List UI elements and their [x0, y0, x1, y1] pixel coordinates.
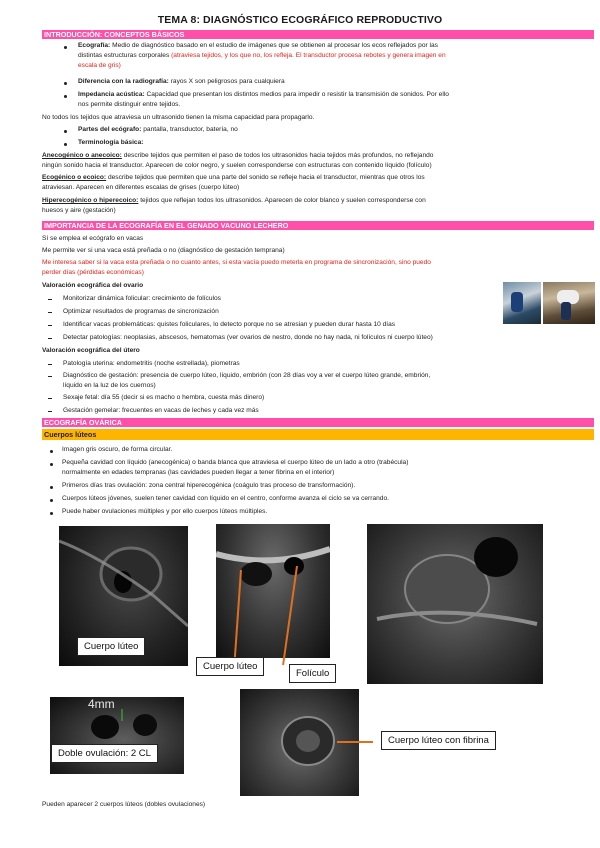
hiperecogenico-line: Hiperecogénico o hiperecoico: tejidos que reflejan todos los ultrasonidos. Aparecen de color blanco y suelen corresponderse con [42, 197, 426, 204]
s2-red-line-2: perder días (pérdidas económicas) [42, 269, 144, 276]
ecogenico-line-2: atraviesan. Aparecen en diferentes escalas de grises (cuerpo lúteo) [42, 184, 240, 191]
cl-item-2: Pequeña cavidad con líquido (anecogénica) o banda blanca que atraviesa el cuerpo lúteo de un lado a otro (trabécula) [62, 459, 409, 466]
bullet [50, 486, 53, 489]
dash [48, 398, 52, 399]
cow-photo-2 [543, 282, 595, 324]
cl-item-2b: normalmente en edades tempranas (las cavidades pueden llegar a tener fibrina en el interior) [62, 469, 335, 476]
ecografia-line-2: distintas estructuras corporales (atraviesa tejidos, y los que no, los refleja. El transductor procesa rebotes y genera imagen en [78, 52, 446, 59]
ecografia-line: Ecografía: Medio de diagnóstico basado en el estudio de imágenes que se obtienen al procesar los ecos reflejados por las [78, 42, 438, 49]
s2-line-1: Sí se emplea el ecógrafo en vacas [42, 235, 144, 242]
bullet [64, 143, 67, 146]
bullet [64, 82, 67, 85]
ov-item-1: Monitorizar dinámica folicular: crecimiento de folículos [63, 295, 221, 302]
dash [48, 325, 52, 326]
section-bar-importancia: IMPORTANCIA DE LA ECOGRAFÍA EN EL GENADO VACUNO LECHERO [42, 221, 594, 230]
impedancia-line: Impedancia acústica: Capacidad que presentan los distintos medios para impedir o resistir la transmisión de sonidos. Por ello [78, 91, 449, 98]
dash [48, 338, 52, 339]
section-bar-intro: INTRODUCCIÓN: CONCEPTOS BÁSICOS [42, 30, 594, 39]
subsection-bar-cuerpos-luteos: Cuerpos lúteos [42, 429, 594, 440]
bullet [50, 450, 53, 453]
bullet [50, 499, 53, 502]
ecogenico-line: Ecogénico o ecoico: describe tejidos que permiten que una parte del sonido se refleje hacia el transductor, mientras que otros los [42, 174, 425, 181]
ultrasound-image-2 [216, 524, 330, 658]
s2-line-2: Me permite ver si una vaca está preñada o no (diagnóstico de gestación temprana) [42, 247, 285, 254]
label-cuerpo-luteo-fibrina: Cuerpo lúteo con fibrina [381, 731, 496, 750]
ut-item-2: Diagnóstico de gestación: presencia de cuerpo lúteo, líquido, embrión (con 28 días voy a ver el cuerpo lúteo grande, embrión, [63, 372, 431, 379]
page-title: TEMA 8: DIAGNÓSTICO ECOGRÁFICO REPRODUCTIVO [157, 14, 443, 26]
bullet [64, 130, 67, 133]
ut-item-4: Gestación gemelar: frecuentes en vacas de leches y cada vez más [63, 407, 259, 414]
dash [48, 364, 52, 365]
hiperecogenico-line-2: huesos y aire (gestación) [42, 207, 116, 214]
bullet [50, 512, 53, 515]
ultrasound-texture [216, 524, 330, 658]
bullet [64, 46, 67, 49]
cl-item-4: Cuerpos lúteos jóvenes, suelen tener cavidad con líquido en el centro, conforme avanza el ciclo se va cerrando. [62, 495, 389, 502]
ecografia-line-3: escala de gris) [78, 62, 121, 69]
label-foliculo: Folículo [289, 664, 336, 683]
impedancia-line-2: nos permite distinguir entre tejidos. [78, 101, 181, 108]
label-cuerpo-luteo-2: Cuerpo lúteo [196, 657, 264, 676]
dash [48, 299, 52, 300]
arrow-fibrina [337, 741, 373, 743]
valoracion-utero-heading: Valoración ecográfica del útero [42, 347, 140, 354]
cl-item-1: Imagen gris oscuro, de forma circular. [62, 446, 173, 453]
label-doble-ovulacion: Doble ovulación: 2 CL [51, 744, 158, 763]
terminologia-line: Terminología básica: [78, 139, 144, 146]
cl-item-3: Primeros días tras ovulación: zona central hiperecogénica (coágulo tras proceso de transformación). [62, 482, 356, 489]
diferencia-line: Diferencia con la radiografía: rayos X son peligrosos para cualquiera [78, 78, 285, 85]
s2-red-line-1: Me interesa saber si la vaca esta preñada o no cuanto antes, si esta vacía puedo meterla en programa de sincronización, sino puedo [42, 259, 431, 266]
anecogenico-line-2: ningún sonido hacia el transductor. Aparecen de color negro, y suelen corresponderse con estructuras con contenido líquido (folículo) [42, 162, 432, 169]
cow-photo-1 [503, 282, 541, 324]
ultrasound-texture [367, 524, 543, 684]
notodos-line: No todos los tejidos que atraviesa un ultrasonido tienen la misma capacidad para propagarlo. [42, 114, 315, 121]
anecogenico-line: Anecogénico o anecoico: describe tejidos que permiten el paso de todos los ultrasonidos hacia tejidos más profundos, no reflejando [42, 152, 434, 159]
dash [48, 312, 52, 313]
measure-label: 4mm [88, 697, 115, 711]
ov-item-2: Optimizar resultados de programas de sincronización [63, 308, 219, 315]
ut-item-2b: líquido en la luz de los cuernos) [63, 382, 156, 389]
person-figure [561, 302, 571, 320]
bullet [50, 463, 53, 466]
ut-item-3: Sexaje fetal: día 55 (decir si es macho o hembra, cuesta más dinero) [63, 394, 265, 401]
label-cuerpo-luteo-1: Cuerpo lúteo [77, 637, 145, 656]
footer-note: Pueden aparecer 2 cuerpos lúteos (dobles ovulaciones) [42, 801, 206, 808]
section-bar-ecografia-ovarica: ECOGRAFÍA OVÁRICA [42, 418, 594, 427]
ut-item-1: Patología uterina: endometritis (noche estrellada), piometras [63, 360, 240, 367]
dash [48, 411, 52, 412]
bullet [64, 95, 67, 98]
partes-line: Partes del ecógrafo: pantalla, transductor, batería, no [78, 126, 238, 133]
ultrasound-image-3 [367, 524, 543, 684]
valoracion-ovario-heading: Valoración ecográfica del ovario [42, 282, 144, 289]
cl-item-5: Puede haber ovulaciones múltiples y por ello cuerpos lúteos múltiples. [62, 508, 268, 515]
dash [48, 376, 52, 377]
ov-item-4: Detectar patologías: neoplasias, abscesos, hematomas (ver ovarios de nestro, donde no hay nada, ni folículos ni cuerpo lúteo) [63, 334, 433, 341]
person-figure [511, 292, 523, 312]
ov-item-3: Identificar vacas problemáticas: quistes foliculares, lo detecto porque no se atresian y pueden durar hasta 10 días [63, 321, 396, 328]
